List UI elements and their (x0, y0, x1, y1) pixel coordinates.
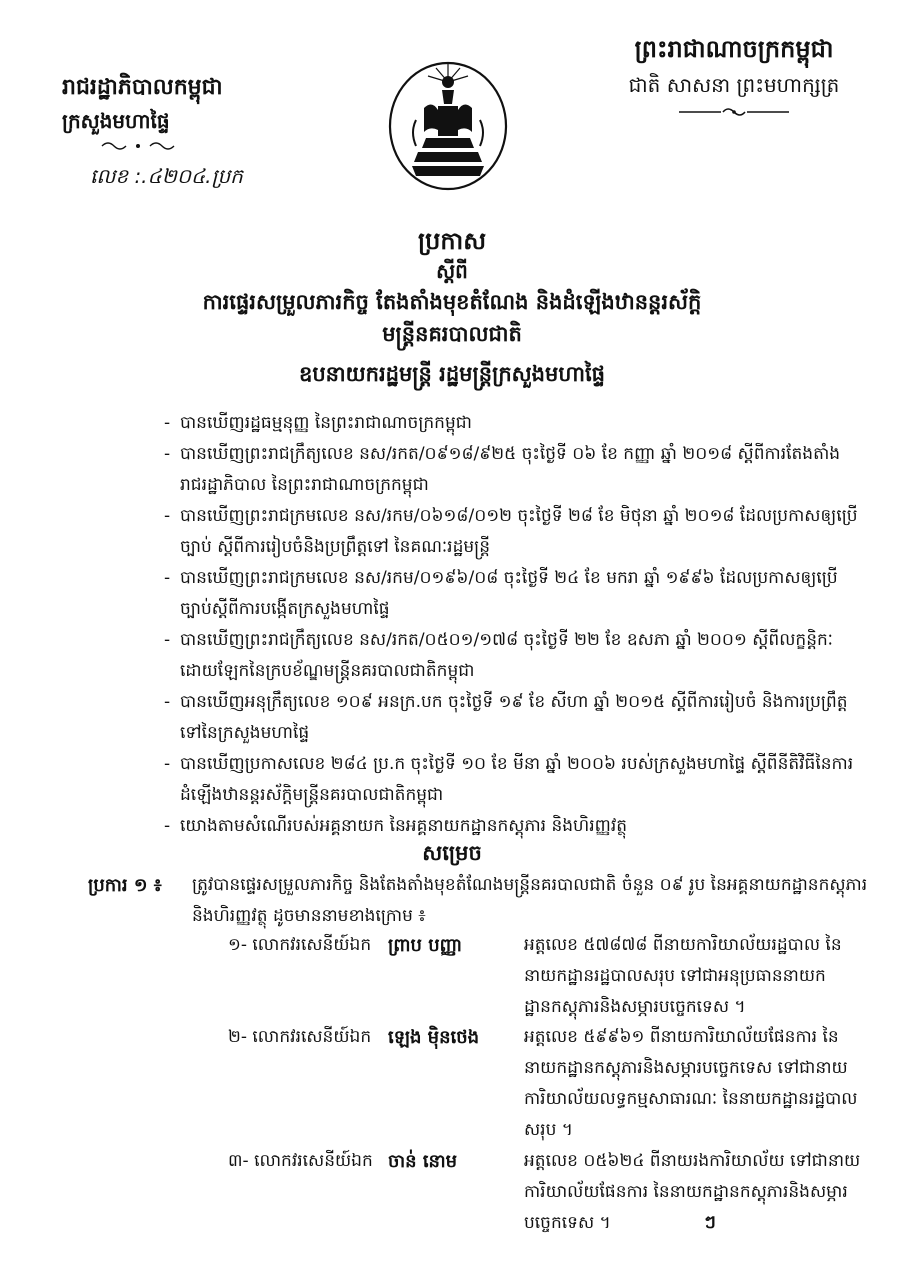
recital-item: - បានឃើញអនុក្រឹត្យលេខ ១០៩ អនក្រ.បក ចុះថ្ងៃទី ១៩ ខែ សីហា ឆ្នាំ ២០១៥ ស្តីពីការរៀបចំ និងការប្រព្រឹត្តទៅនៃក្រសួងមហាផ្ទៃ (160, 687, 860, 749)
continuation-mark: ៗ (704, 1212, 716, 1233)
appointee-description: អត្តលេខ ៥៩៩៦១ ពីនាយការិយាល័យផែនការ នៃនាយកដ្ឋានកស្តុភារនិងសម្ភារបច្ចេកទេស ទៅជានាយការិយាល័យលទ្ធកម្មសាធារណៈ នៃនាយកដ្ឋានរដ្ឋបាលសរុប ។ (524, 1027, 858, 1140)
ornament-divider-icon (100, 140, 176, 152)
appointee-rank: ២- លោកវរសេនីយ៍ឯក (228, 1027, 372, 1047)
appointee-name: ចាន់ នោម (388, 1151, 458, 1172)
document-titles (0, 226, 904, 390)
kingdom-header (604, 32, 864, 118)
recital-item: - បានឃើញប្រកាសលេខ ២៨៤ ប្រ.ក ចុះថ្ងៃទី ១០ ខែ មីនា ឆ្នាំ ២០០៦ របស់ក្រសួងមហាផ្ទៃ ស្តីពីនីតិវិធីនៃការដំឡើងឋានន្តរស័ក្តិមន្ត្រីនគរបាលជាតិកម្ពុជា (160, 749, 860, 811)
ministry-name: ក្រសួងមហាផ្ទៃ (62, 109, 170, 133)
national-motto: ជាតិ សាសនា ព្រះមហាក្សត្រ (628, 73, 840, 97)
recital-item: - បានឃើញព្រះរាជក្រឹត្យលេខ នស/រកត/០៩១៨/៩២៥ ចុះថ្ងៃទី ០៦ ខែ កញ្ញា ឆ្នាំ ២០១៨ ស្តីពីការតែងតាំងរាជរដ្ឋាភិបាល នៃព្រះរាជាណាចក្រកម្ពុជា (160, 439, 860, 501)
article-label: ប្រការ ១ ៖ (88, 875, 162, 896)
decision-heading: សម្រេច (422, 841, 482, 865)
reference-number: លេខ :.៤២០៤.ប្រក (90, 164, 243, 188)
appointee-name: ឡេង ម៉ិនថេង (388, 1027, 480, 1048)
issuer-title: ឧបនាយករដ្ឋមន្ត្រី រដ្ឋមន្ត្រីក្រសួងមហាផ្ទៃ (298, 362, 605, 386)
article-text: ត្រូវបានផ្ទេរសម្រួលភារកិច្ច និងតែងតាំងមុខតំណែងមន្ត្រីនគរបាលជាតិ ចំនួន ០៩ រូប នៃអគ្គនាយកដ្ឋានកស្តុភារ និងហិរញ្ញវត្ថុ ដូចមាននាមខាងក្រោម ៖ (192, 875, 868, 926)
appointees-list (228, 930, 868, 1242)
recital-item: - បានឃើញព្រះរាជក្រមលេខ នស/រកម/០១៩៦/០៨ ចុះថ្ងៃទី ២៤ ខែ មករា ឆ្នាំ ១៩៩៦ ដែលប្រកាសឲ្យប្រើច្បាប់ស្តីពីការបង្កើតក្រសួងមហាផ្ទៃ (160, 563, 860, 625)
subject-line: មន្ត្រីនគរបាលជាតិ (382, 322, 522, 346)
appointee-item (228, 1022, 868, 1146)
recitals-list (160, 408, 860, 842)
ministry-header (62, 72, 282, 190)
subject-line: ការផ្ទេរសម្រួលភារកិច្ច តែងតាំងមុខតំណែង និងដំឡើងឋានន្តរស័ក្តិ (202, 290, 702, 314)
appointee-item (228, 930, 868, 1022)
appointee-item (228, 1146, 868, 1242)
appointee-rank: ៣- លោកវរសេនីយ៍ឯក (228, 1151, 373, 1171)
recital-item: - បានឃើញព្រះរាជក្រមលេខ នស/រកម/០៦១៨/០១២ ចុះថ្ងៃទី ២៨ ខែ មិថុនា ឆ្នាំ ២០១៨ ដែលប្រកាសឲ្យប្រើច្បាប់ ស្តីពីការរៀបចំនិងប្រព្រឹត្តទៅ នៃគណៈរដ្ឋមន្ត្រី (160, 501, 860, 563)
royal-emblem-icon (386, 60, 510, 192)
subject-prefix: ស្ដីពី (436, 259, 468, 283)
kingdom-name: ព្រះរាជាណាចក្រកម្ពុជា (634, 35, 834, 63)
government-name: រាជរដ្ឋាភិបាលកម្ពុជា (62, 75, 223, 100)
recital-item: - បានឃើញព្រះរាជក្រឹត្យលេខ នស/រកត/០៥០១/១៧៨ ចុះថ្ងៃទី ២២ ខែ ឧសភា ឆ្នាំ ២០០១ ស្តីពីលក្ខន្តិកៈដោយឡែកនៃក្របខ័ណ្ឌមន្ត្រីនគរបាលជាតិកម្ពុជា (160, 625, 860, 687)
appointee-name: ព្រាប បញ្ញា (388, 935, 463, 956)
recital-item: - បានឃើញរដ្ឋធម្មនុញ្ញ នៃព្រះរាជាណាចក្រកម្ពុជា (160, 408, 860, 439)
recital-item: - យោងតាមសំណើរបស់អគ្គនាយក នៃអគ្គនាយកដ្ឋានកស្តុភារ និងហិរញ្ញវត្ថុ (160, 811, 860, 842)
appointee-description: អត្តលេខ ៥៧៨៧៨ ពីនាយការិយាល័យរដ្ឋបាល នៃនាយកដ្ឋានរដ្ឋបាលសរុប ទៅជាអនុប្រធាននាយកដ្ឋានកស្តុភារនិងសម្ភារបច្ចេកទេស ។ (524, 935, 842, 1017)
ornament-divider-icon (679, 106, 789, 118)
appointee-description: អត្តលេខ ០៥៦២៤ ពីនាយរងការិយាល័យ ទៅជានាយការិយាល័យផែនការ នៃនាយកដ្ឋានកស្តុភារនិងសម្ភារបច្ចេកទេស ។ (524, 1151, 861, 1233)
document-type: ប្រកាស (417, 227, 487, 255)
appointee-rank: ១- លោកវរសេនីយ៍ឯក (228, 935, 372, 955)
